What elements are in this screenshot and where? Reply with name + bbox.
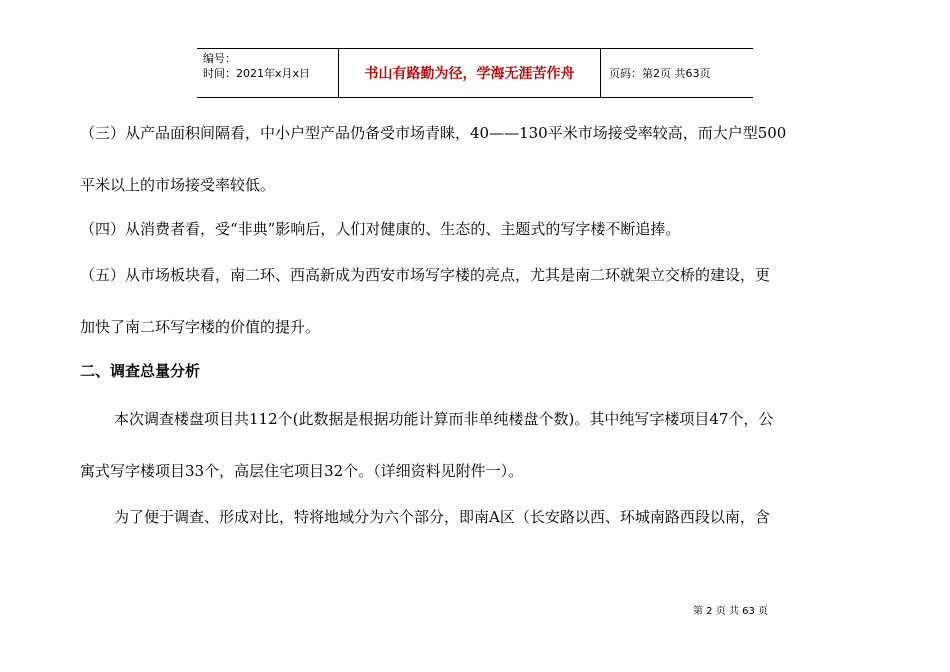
paragraph-line: 为了便于调查、形成对比，特将地域分为六个部分，即南A区（长安路以西、环城南路西段以南，含 [114,508,770,526]
paragraph-line: （四）从消费者看，受“非典”影响后，人们对健康的、生态的、主题式的写字楼不断追捧。 [80,220,681,238]
header-meta-cell [197,49,339,97]
page-footer: 第 2 页 共 63 页 [693,606,768,617]
paragraph-line: 寓式写字楼项目33个，高层住宅项目32个。（详细资料见附件一）。 [80,462,524,480]
section-title: 二、调查总量分析 [80,362,201,380]
header-motto: 书山有路勤为径，学海无涯苦作舟 [339,49,601,97]
header-page-code: 页码：第2页 共63页 [609,67,711,80]
paragraph-line: （三）从产品面积间隔看，中小户型产品仍备受市场青睐，40——130平米市场接受率较高，而大户型500 [80,124,787,142]
document-number-label: 编号： [203,52,236,65]
paragraph-line: （五）从市场板块看，南二环、西高新成为西安市场写字楼的亮点，尤其是南二环就架立交桥的建设，更 [80,266,771,284]
page-header [197,48,753,98]
document-time-label: 时间：2021年x月x日 [203,67,311,80]
paragraph-line: 本次调查楼盘项目共112个(此数据是根据功能计算而非单纯楼盘个数)。其中纯写字楼项目47个，公 [114,410,774,428]
paragraph-line: 平米以上的市场接受率较低。 [80,176,276,194]
paragraph-line: 加快了南二环写字楼的价值的提升。 [80,318,321,336]
